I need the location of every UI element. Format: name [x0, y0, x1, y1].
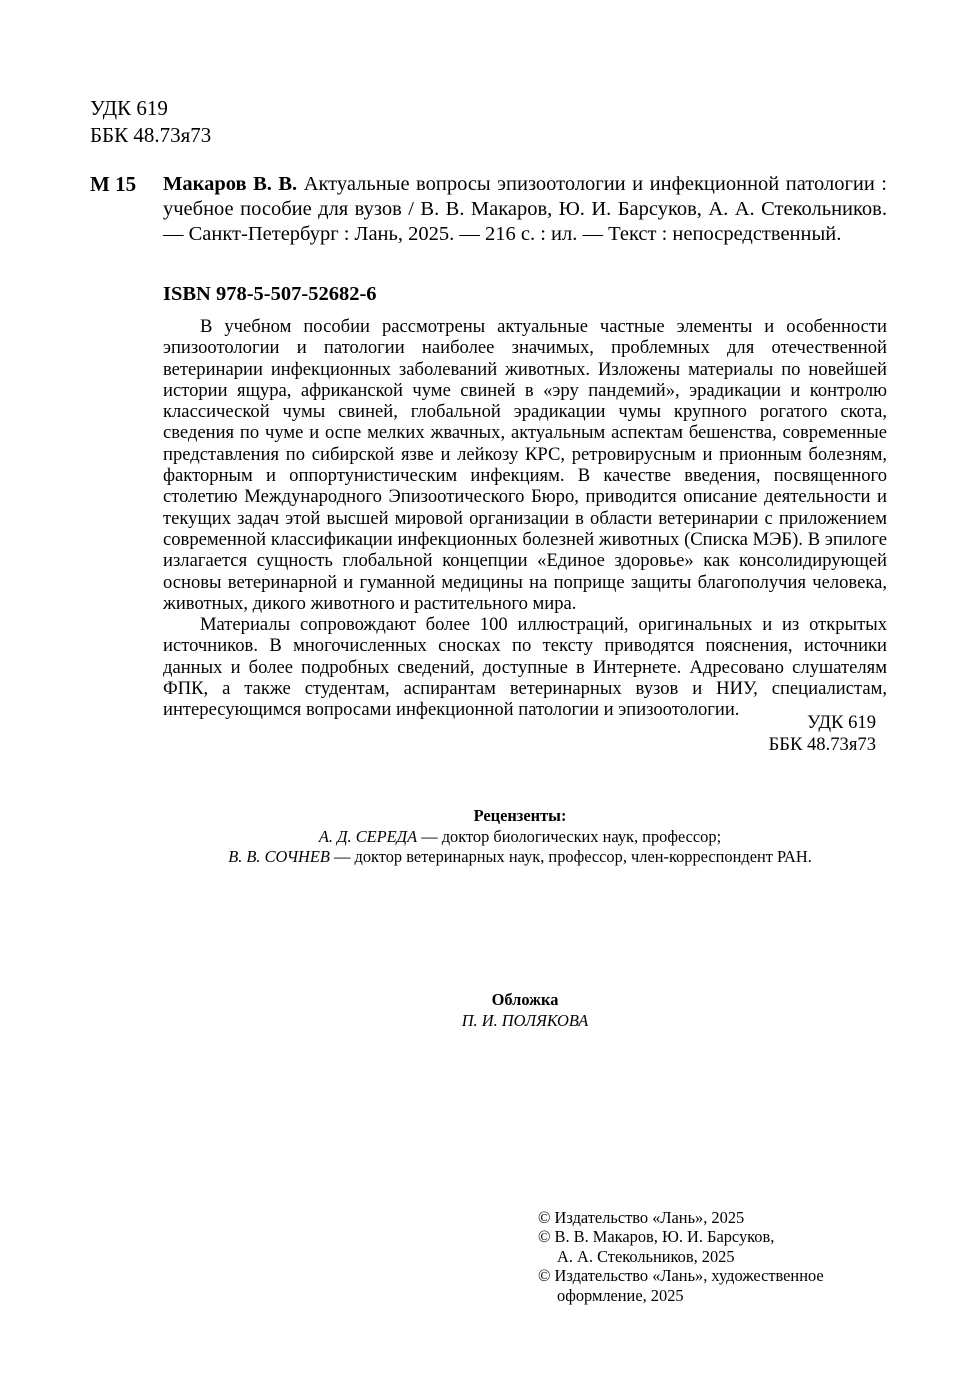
reviewer-name: В. В. СОЧНЕВ [228, 847, 330, 866]
isbn: ISBN 978-5-507-52682-6 [163, 283, 377, 305]
bbk-code: ББК 48.73я73 [90, 123, 212, 147]
udc-code: УДК 619 [90, 96, 168, 120]
cover-designer: П. И. ПОЛЯКОВА [461, 1010, 589, 1030]
copyright-block [538, 1208, 868, 1305]
copyright-line: оформление, 2025 [557, 1285, 684, 1305]
reviewer-line [120, 827, 920, 848]
bbk-code: ББК 48.73я73 [768, 734, 876, 755]
copyright-line: А. А. Стекольников, 2025 [557, 1246, 735, 1266]
bibliographic-description: Актуальные вопросы эпизоотологии и инфекционной патологии : учебное пособие для вузов / В. В. Макаров, Ю. И. Барсуков, А. А. Стекольников. — Санкт-Петербург : Лань, 2025. — 216 с. : ил. — Текст : непосредственный. [163, 173, 887, 245]
author-mark: М 15 [90, 172, 137, 196]
reviewer-name: А. Д. СЕРЕДА [318, 826, 418, 846]
udc-code: УДК 619 [807, 712, 876, 733]
copyright-line: © Издательство «Лань», художественное [538, 1266, 824, 1286]
cover-heading: Обложка [491, 990, 559, 1009]
classification-codes-top [90, 95, 211, 149]
reviewer-line [120, 847, 920, 868]
bibliographic-record [163, 172, 887, 247]
copyright-line: © Издательство «Лань», 2025 [538, 1208, 745, 1227]
reviewer-details: — доктор ветеринарных наук, профессор, член-корреспондент РАН. [329, 847, 812, 866]
reviewer-details: — доктор биологических наук, профессор; [417, 826, 722, 846]
abstract-paragraph: Материалы сопровождают более 100 иллюстраций, оригинальных и из открытых источников. В многочисленных сносках по тексту приводятся пояснения, источники данных и более подробных сведений, доступные в Интернете. Адресовано слушателям ФПК, а также студентам, аспирантам ветеринарных вузов и НИУ, специалистам, интересующимся вопросами инфекционной патологии и эпизоотологии. [163, 614, 887, 721]
copyright-line: © В. В. Макаров, Ю. И. Барсуков, [538, 1227, 775, 1247]
abstract [163, 316, 887, 721]
bibliographic-author: Макаров В. В. [163, 173, 298, 195]
classification-codes-bottom [742, 712, 876, 756]
reviewers-block [120, 806, 920, 868]
reviewers-heading: Рецензенты: [473, 806, 567, 825]
cover-credit [325, 990, 725, 1031]
abstract-paragraph: В учебном пособии рассмотрены актуальные частные элементы и особенности эпизоотологии и патологии наиболее значимых, проблемных для отечественной ветеринарии инфекционных заболеваний животных. Изложены материалы по новейшей истории ящура, африканской чуме свиней в «эру пандемий», эрадикации и контролю классической чумы свиней, глобальной эрадикации чумы крупного рогатого скота, сведения по чуме и оспе мелких жвачных, актуальным аспектам бешенства, современные представления по сибирской язве и лейкозу КРС, ретровирусным и прионным болезням, факторным и оппортунистическим инфекциям. В качестве введения, посвященного столетию Международного Эпизоотического Бюро, приводится описание деятельности и текущих задач этой высшей мировой организации в области ветеринарии с приложением современной классификации инфекционных болезней животных (Списка МЭБ). В эпилоге излагается сущность глобальной концепции «Единое здоровье» как консолидирующей основы ветеринарной и гуманной медицины на поприще защиты благополучия человека, животных, дикого животного и растительного мира. [163, 316, 887, 614]
